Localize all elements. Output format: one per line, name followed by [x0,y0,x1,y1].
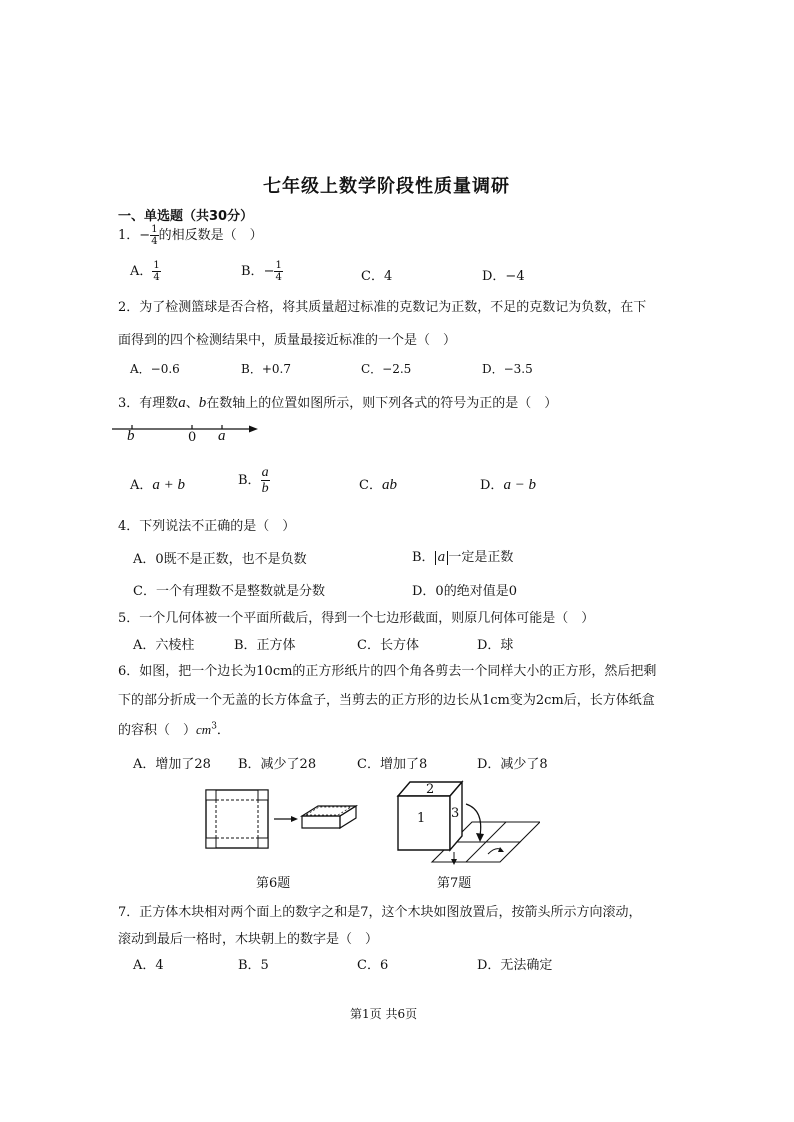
question-2-line-2: 面得到的四个检测结果中，质量最接近标准的一个是（ ） [118,333,457,348]
question-6-line-2: 下的部分折成一个无盖的长方体盒子，当剪去的正方形的边长从1cm变为2cm后，长方体纸盒 [118,693,655,708]
q5-option-c: C．长方体 [357,638,419,653]
question-1 [118,224,263,247]
question-7-line-1: 7．正方体木块相对两个面上的数字之和是7，这个木块如图放置后，按箭头所示方向滚动， [118,905,642,920]
question-2-line-1: 2．为了检测篮球是否合格，将其质量超过标准的克数记为正数，不足的克数记为负数，在下 [118,300,647,315]
q1-option-d: D．−4 [482,269,525,284]
q2-option-d: D．−3.5 [482,362,533,376]
q5-option-b: B．正方体 [234,638,296,653]
q1-option-c: C．4 [361,269,393,284]
q3-option-d: D．a − b [480,477,537,493]
q3-option-c: C．ab [359,477,397,493]
q4-option-c: C．一个有理数不是整数就是分数 [133,584,325,599]
q5-option-d: D．球 [477,638,514,653]
question-3: 3．有理数a、b在数轴上的位置如图所示，则下列各式的符号为正的是（ ） [118,395,558,411]
axis-label-zero: 0 [188,430,197,445]
question-5: 5．一个几何体被一个平面所截后，得到一个七边形截面，则原几何体可能是（ ） [118,611,595,626]
q6-option-b: B．减少了28 [238,757,317,772]
page-footer: 第1页 共6页 [350,1007,418,1021]
question-text: 的相反数是（ ） [158,228,263,243]
figure-6-caption: 第6题 [256,876,291,891]
fraction: $\frac{1}{4}$ [151,224,158,247]
q5-option-a: A．六棱柱 [133,638,195,653]
axis-label-a: a [218,428,226,444]
q6-option-a: A．增加了28 [133,757,211,772]
fraction: $\frac{1}{4}$ [153,260,160,283]
q4-option-b: B． a 一定是正数 [412,550,514,565]
page-title: 七年级上数学阶段性质量调研 [263,176,510,197]
section-heading: 一、单选题（共30分） [118,209,254,224]
q4-option-a: A．0既不是正数，也不是负数 [133,552,307,567]
q2-option-a: A．−0.6 [130,362,180,376]
q7-option-a: A．4 [133,958,164,973]
q2-option-b: B．+0.7 [241,362,291,376]
question-7-line-2: 滚动到最后一格时，木块朝上的数字是（ ） [118,932,379,947]
figure-7-caption: 第7题 [437,876,472,891]
q1-option-b: B．− $\frac{1}{4}$ [241,260,282,283]
question-4: 4．下列说法不正确的是（ ） [118,519,296,534]
q2-option-c: C．−2.5 [361,362,412,376]
q4-option-d: D．0的绝对值是0 [412,584,517,599]
cube-top-number: 2 [426,782,435,797]
absolute-value: a [435,551,449,565]
figure-7 [392,776,540,866]
q1-option-a: A． $\frac{1}{4}$ [130,260,160,283]
question-6-line-3: 的容积（ ）$cm^3$． [118,721,230,738]
minus-sign: − [139,228,151,243]
cube-front-number: 1 [417,811,426,826]
cube-side-number: 3 [451,806,460,821]
q7-option-c: C．6 [357,958,389,973]
question-6-line-1: 6．如图，把一个边长为10cm的正方形纸片的四个角各剪去一个同样大小的正方形，然后把剩 [118,664,657,679]
q3-option-a: A．a + b [130,477,186,493]
q6-option-d: D．减少了8 [477,757,548,772]
fraction: $\frac{1}{4}$ [275,260,282,283]
axis-label-b: b [127,428,135,444]
q6-option-c: C．增加了8 [357,757,428,772]
q3-option-b: B． $\frac{a}{b}$ [238,465,269,496]
q7-option-d: D．无法确定 [477,958,553,973]
q7-option-b: B．5 [238,958,269,973]
fraction: $\frac{a}{b}$ [261,465,269,496]
question-number: 1． [118,228,140,243]
figure-6 [200,786,365,858]
